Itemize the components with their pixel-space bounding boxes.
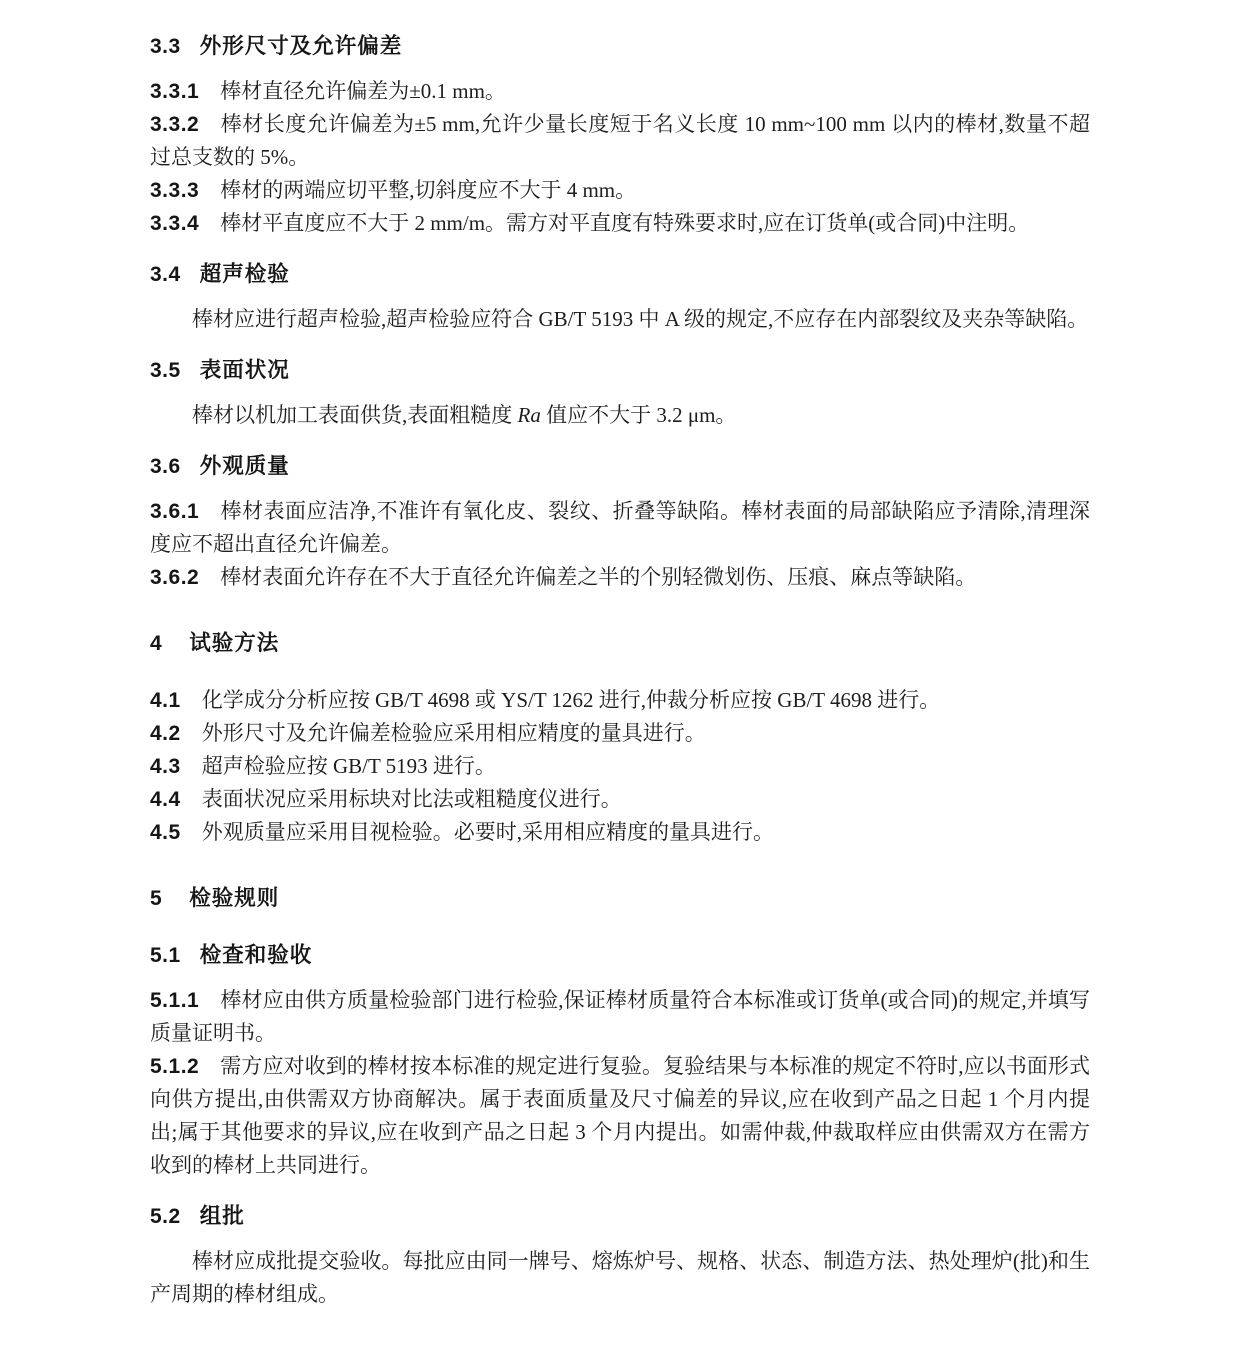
clause-text: 棒材表面应洁净,不准许有氧化皮、裂纹、折叠等缺陷。棒材表面的局部缺陷应予清除,清理深度应不超出直径允许偏差。: [150, 499, 1090, 556]
variable-Ra: Ra: [517, 403, 541, 427]
paragraph-text: 棒材以机加工表面供货,表面粗糙度: [192, 403, 518, 427]
clause-number: 3.3.1: [150, 80, 200, 103]
paragraph-text: 值应不大于 3.2 μm。: [540, 403, 737, 427]
clause-number: 4.5: [150, 821, 181, 844]
section-heading-5-2: [150, 1200, 1090, 1233]
clause-number: 3.3.3: [150, 179, 200, 202]
section-heading-5-1: [150, 939, 1090, 972]
clause-text: 棒材表面允许存在不大于直径允许偏差之半的个别轻微划伤、压痕、麻点等缺陷。: [220, 565, 977, 589]
section-heading-title: 超声检验: [199, 262, 290, 286]
section-heading-3-5: [150, 354, 1090, 387]
clause-3-3-4: [150, 207, 1090, 240]
clause-number: 5.1.2: [150, 1055, 200, 1078]
clause-text: 棒材长度允许偏差为±5 mm,允许少量长度短于名义长度 10 mm~100 mm 以内的棒材,数量不超过总支数的 5%。: [150, 112, 1090, 169]
clause-number: 3.6.2: [150, 566, 200, 589]
clause-text: 外观质量应采用目视检验。必要时,采用相应精度的量具进行。: [201, 820, 774, 844]
clause-3-3-2: [150, 108, 1090, 174]
clause-4-5: [150, 816, 1090, 849]
section-heading-3-6: [150, 450, 1090, 483]
chapter-heading-4: [150, 627, 1090, 660]
clause-5-1-2: [150, 1050, 1090, 1182]
clause-3-3-3: [150, 174, 1090, 207]
clause-number: 3.3.4: [150, 212, 200, 235]
section-heading-title: 表面状况: [199, 358, 290, 382]
clause-text: 超声检验应按 GB/T 5193 进行。: [201, 754, 496, 778]
clause-number: 4.4: [150, 788, 181, 811]
chapter-heading-5: [150, 882, 1090, 915]
chapter-heading-title: 检验规则: [189, 886, 280, 910]
paragraph-batching: 棒材应成批提交验收。每批应由同一牌号、熔炼炉号、规格、状态、制造方法、热处理炉(批)和生产周期的棒材组成。: [150, 1249, 1090, 1306]
clause-number: 5.1: [150, 944, 181, 967]
section-heading-title: 外形尺寸及允许偏差: [199, 34, 403, 58]
section-heading-3-4: [150, 258, 1090, 291]
clause-number: 3.3: [150, 35, 181, 58]
clause-number: 3.6: [150, 455, 181, 478]
clause-number: 3.3.2: [150, 113, 200, 136]
clause-text: 棒材平直度应不大于 2 mm/m。需方对平直度有特殊要求时,应在订货单(或合同)中注明。: [220, 211, 1030, 235]
section-heading-title: 组批: [199, 1204, 245, 1228]
paragraph-ultrasonic: 棒材应进行超声检验,超声检验应符合 GB/T 5193 中 A 级的规定,不应存在内部裂纹及夹杂等缺陷。: [192, 307, 1089, 331]
clause-number: 5.1.1: [150, 989, 200, 1012]
clause-4-1: [150, 684, 1090, 717]
clause-text: 化学成分分析应按 GB/T 4698 或 YS/T 1262 进行,仲裁分析应按 GB/T 4698 进行。: [201, 688, 941, 712]
clause-number: 4.2: [150, 722, 181, 745]
clause-number: 5: [150, 887, 163, 910]
clause-number: 5.2: [150, 1205, 181, 1228]
clause-4-3: [150, 750, 1090, 783]
clause-number: 4.3: [150, 755, 181, 778]
clause-3-3-1: [150, 75, 1090, 108]
clause-text: 表面状况应采用标块对比法或粗糙度仪进行。: [201, 787, 622, 811]
clause-number: 4.1: [150, 689, 181, 712]
section-heading-3-3: [150, 30, 1090, 63]
clause-number: 3.6.1: [150, 500, 200, 523]
clause-text: 棒材直径允许偏差为±0.1 mm。: [220, 79, 506, 103]
section-heading-title: 外观质量: [199, 454, 290, 478]
section-heading-title: 检查和验收: [199, 943, 313, 967]
clause-text: 需方应对收到的棒材按本标准的规定进行复验。复验结果与本标准的规定不符时,应以书面形式向供方提出,由供需双方协商解决。属于表面质量及尺寸偏差的异议,应在收到产品之日起 1 个月内提出;属于其他要求的异议,应在收到产品之日起 3 个月内提出。如需仲裁,仲裁取样应由供需双方在需方收到的棒材上共同进行。: [150, 1054, 1090, 1177]
paragraph-surface: [150, 399, 1090, 432]
clause-text: 外形尺寸及允许偏差检验应采用相应精度的量具进行。: [201, 721, 706, 745]
clause-4-2: [150, 717, 1090, 750]
clause-5-1-1: [150, 984, 1090, 1050]
clause-4-4: [150, 783, 1090, 816]
clause-number: 3.5: [150, 359, 181, 382]
clause-number: 3.4: [150, 263, 181, 286]
clause-3-6-2: [150, 561, 1090, 594]
clause-number: 4: [150, 632, 163, 655]
clause-text: 棒材应由供方质量检验部门进行检验,保证棒材质量符合本标准或订货单(或合同)的规定,并填写质量证明书。: [150, 988, 1090, 1045]
chapter-heading-title: 试验方法: [189, 631, 280, 655]
clause-3-6-1: [150, 495, 1090, 561]
clause-text: 棒材的两端应切平整,切斜度应不大于 4 mm。: [220, 178, 637, 202]
